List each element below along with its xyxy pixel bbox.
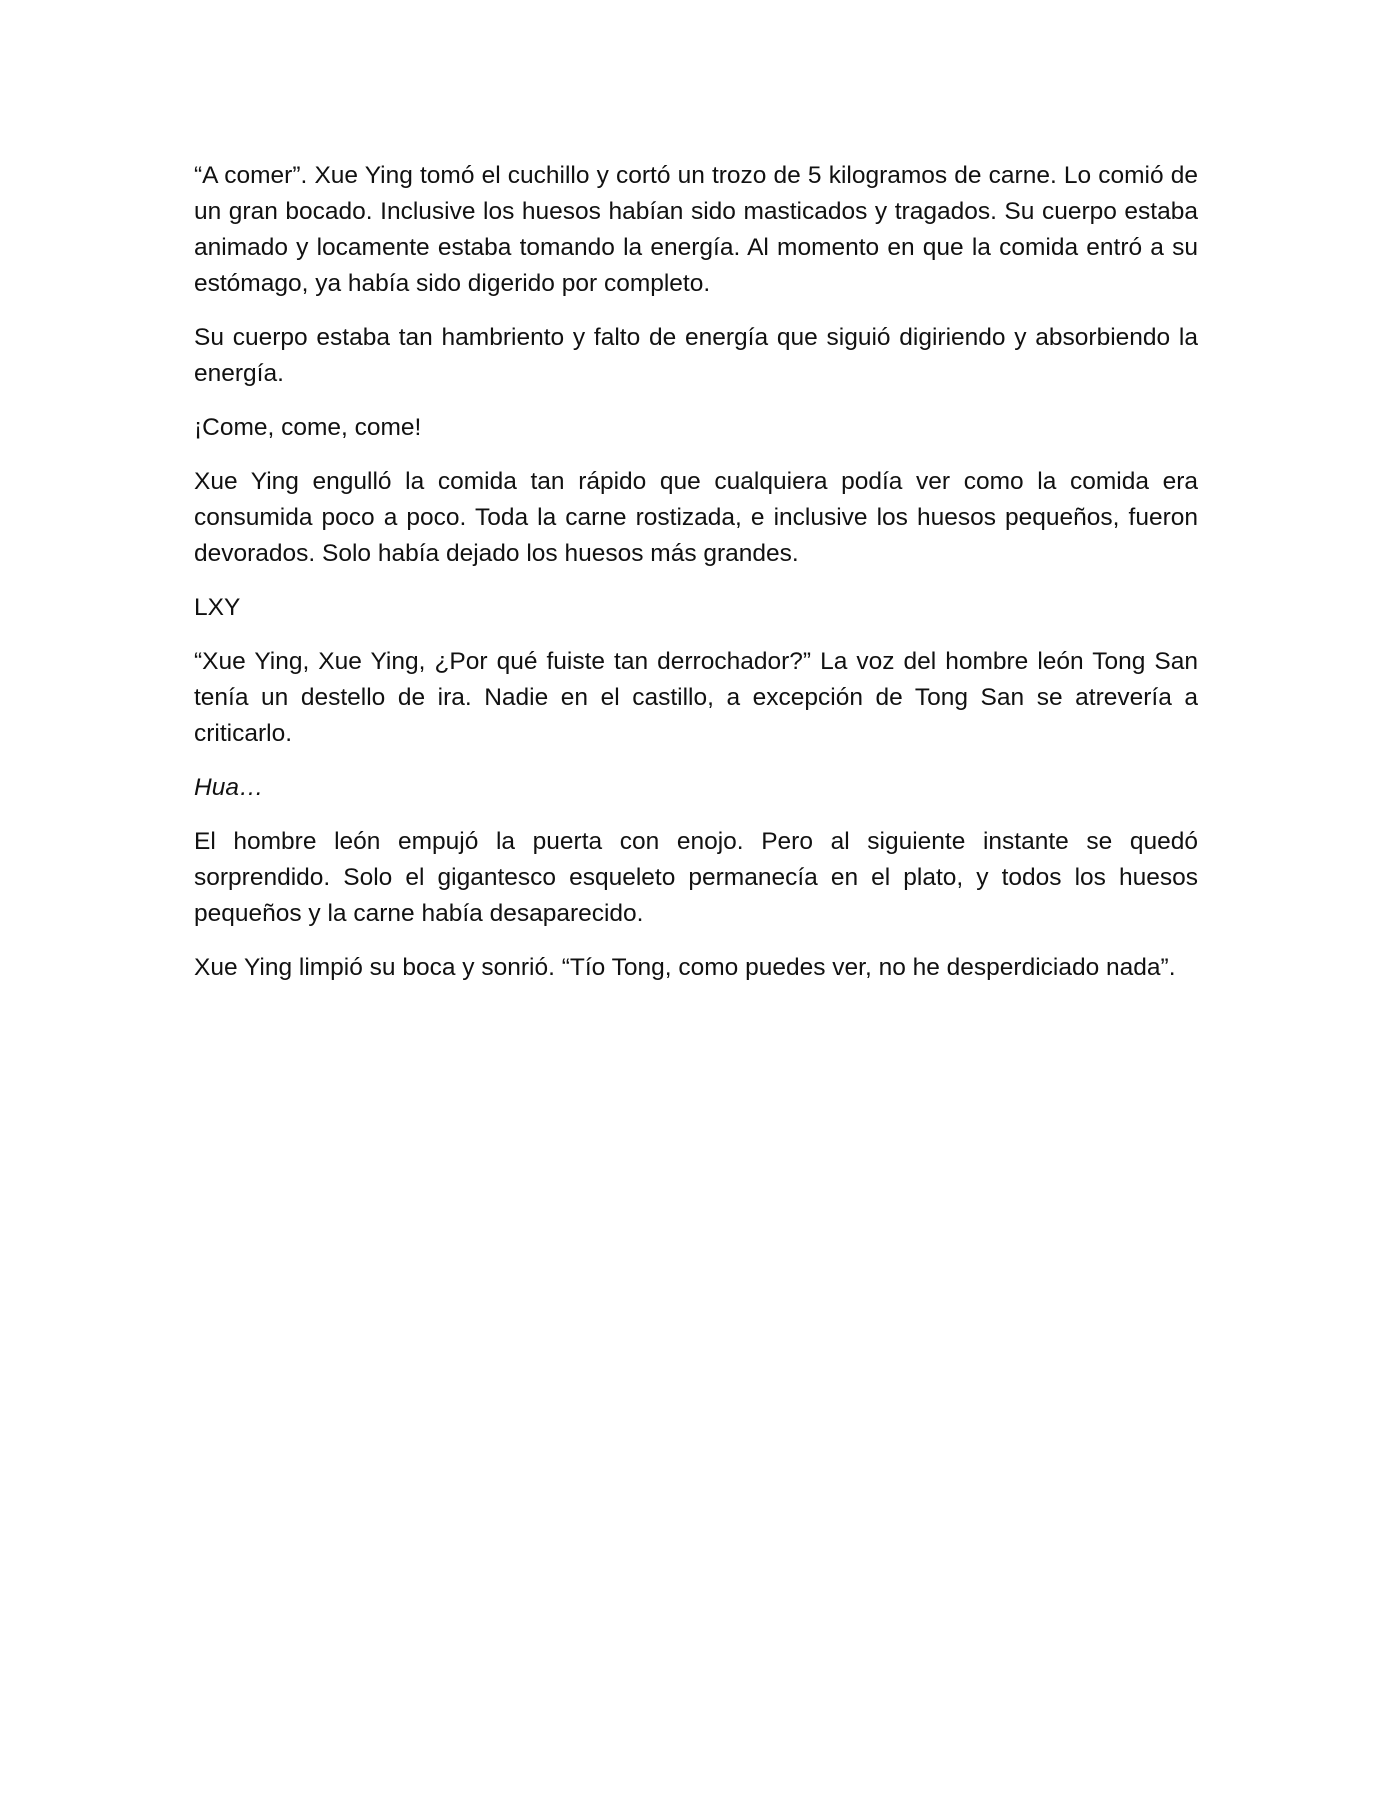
text-body: [194, 158, 1198, 1004]
paragraph-3: ¡Come, come, come!: [194, 414, 422, 441]
sound-effect: Hua…: [194, 774, 264, 801]
paragraph-7: Xue Ying limpió su boca y sonrió. “Tío Tong, como puedes ver, no he desperdiciado nada”.: [194, 954, 1176, 981]
paragraph-2: Su cuerpo estaba tan hambriento y falto de energía que siguió digiriendo y absorbiendo la energía.: [194, 324, 1198, 387]
paragraph-1: “A comer”. Xue Ying tomó el cuchillo y cortó un trozo de 5 kilogramos de carne. Lo comió de un gran bocado. Inclusive los huesos habían sido masticados y tragados. Su cuerpo estaba animado y locamente estaba tomando la energía. Al momento en que la comida entró a su estómago, ya había sido digerido por completo.: [194, 162, 1198, 297]
paragraph-5: “Xue Ying, Xue Ying, ¿Por qué fuiste tan derrochador?” La voz del hombre león Tong San tenía un destello de ira. Nadie en el castillo, a excepción de Tong San se atrevería a criticarlo.: [194, 648, 1198, 747]
paragraph-4: Xue Ying engulló la comida tan rápido que cualquiera podía ver como la comida era consumida poco a poco. Toda la carne rostizada, e inclusive los huesos pequeños, fueron devorados. Solo había dejado los huesos más grandes.: [194, 468, 1198, 567]
section-break-marker: LXY: [194, 594, 241, 621]
paragraph-6: El hombre león empujó la puerta con enojo. Pero al siguiente instante se quedó sorprendido. Solo el gigantesco esqueleto permanecía en el plato, y todos los huesos pequeños y la carne había desaparecido.: [194, 828, 1198, 927]
